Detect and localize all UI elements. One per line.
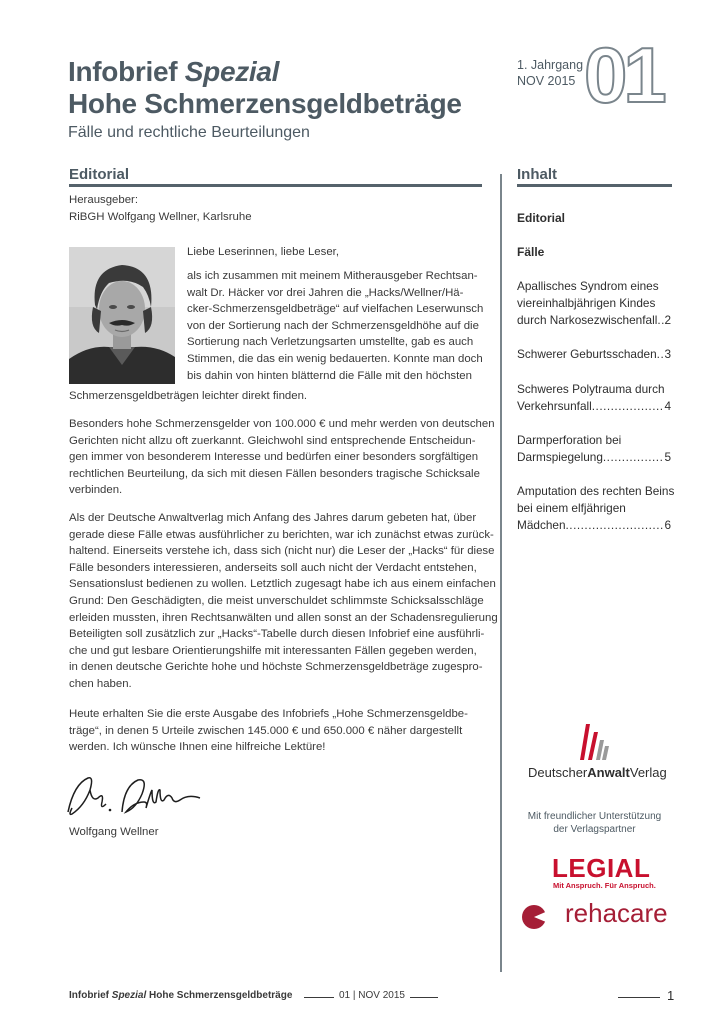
text-line: Gerichten nicht allzu oft zuerkannt. Gleichwohl sind entsprechende Entscheidun- — [69, 434, 476, 447]
toc-item-page: 5 — [664, 450, 671, 464]
support-note — [517, 810, 672, 836]
text-line: haltend. Einerseits verstehe ich, dass sich (nicht nur) die Leser der „Hacks“ für diese — [69, 545, 495, 558]
editorial-paragraph-2 — [69, 416, 495, 499]
leader-dots — [566, 517, 665, 534]
text-line: Besonders hohe Schmerzensgelder von 100.000 € und mehr werden von deutschen — [69, 418, 495, 430]
text-line: che und gut lesbare Orientierungshilfe mit interessanten Fällen gegeben werden, — [69, 644, 477, 657]
signature-name: Wolfgang Wellner — [69, 826, 159, 838]
footer-title-part: Spezial — [111, 990, 147, 1001]
toc-heading: Inhalt — [517, 166, 557, 183]
footer-title-part: Hohe Schmerzensgeldbeträge — [149, 990, 293, 1001]
text-line: werden. Ich wünsche Ihnen eine hilfreiche Lektüre! — [69, 741, 326, 754]
publisher-logo-mark — [574, 720, 614, 762]
text-line: Fälle besonders interessieren, anderseits soll auch nicht der Verdacht entstehen, — [69, 561, 477, 574]
publisher-name: RiBGH Wolfgang Wellner, Karlsruhe — [69, 211, 252, 223]
footer-rule-right — [410, 997, 438, 998]
editorial-paragraph-1-end — [69, 388, 482, 405]
text-line: verbinden. — [69, 484, 123, 497]
toc-item-text: Apallisches Syndrom eines — [517, 279, 659, 293]
toc-item-text: Schwerer Geburtsschaden — [517, 347, 657, 361]
toc-item-text: viereinhalbjährigen Kindes — [517, 296, 656, 310]
publisher-label: Herausgeber: — [69, 194, 139, 206]
toc-item[interactable] — [517, 483, 675, 534]
rehacare-logo-mark — [520, 904, 552, 930]
newsletter-subtitle: Fälle und rechtliche Beurteilungen — [68, 124, 310, 141]
toc-item-text: durch Narkosezwischenfall — [517, 313, 658, 327]
toc-item-page: 3 — [664, 347, 671, 361]
toc-item-text: Amputation des rechten Beins — [517, 484, 675, 498]
leader-dots — [657, 312, 664, 329]
text-line: cker-Schmerzensgeldbeträge“ auf vielfachen Leserwunsch — [187, 303, 484, 316]
text-line: Sortierung nach Verletzungsarten umstellte, gab es auch — [187, 336, 474, 349]
toc-item[interactable] — [517, 381, 671, 415]
publisher-logo-icon — [574, 720, 614, 762]
signature — [64, 772, 204, 822]
footer-title-part: Infobrief — [69, 990, 109, 1001]
footer-issue: 01 | NOV 2015 — [339, 990, 405, 1001]
editorial-paragraph-4 — [69, 706, 482, 756]
toc-item[interactable] — [517, 278, 671, 329]
toc-item-page: 4 — [664, 399, 671, 413]
newsletter-title-line2: Hohe Schmerzensgeldbeträge — [68, 88, 462, 119]
toc-cases-heading: Fälle — [517, 245, 545, 259]
text-line: Stimmen, die das ein wenig bedauerten. Konnte man doch — [187, 352, 483, 365]
text-line: in denen deutsche Gerichte hohe und höchste Schmerzensgeldbeträge zugespro- — [69, 661, 483, 674]
text-line: bis dahin von hinten blätternd die Fälle mit den höchsten — [187, 369, 472, 382]
text-line: von der Sortierung nach der Schmerzensgeldhöhe auf die — [187, 319, 479, 332]
support-line: der Verlagspartner — [553, 824, 636, 835]
text-line: gen immer von besonderem Interesse und bedürfen einer besonders sorgfältigen — [69, 451, 479, 464]
text-line: Als der Deutsche Anwaltverlag mich Anfang des Jahres darum gebeten hat, über — [69, 512, 477, 524]
logo-text-part: Verlag — [629, 765, 667, 780]
text-line: Grund: Den Geschädigten, die meist unverschuldet schlimmste Schicksalsschläge — [69, 594, 484, 607]
leader-dots — [603, 449, 665, 466]
logo-text-part: Deutscher — [528, 765, 588, 780]
toc-item[interactable] — [517, 346, 671, 363]
portrait-image — [69, 247, 175, 384]
toc-item-text: Darmperforation bei — [517, 433, 622, 447]
footer-rule-page — [618, 997, 660, 998]
logo-text-part: Anwalt — [587, 765, 630, 780]
text-line: Beteiligten soll zusätzlich zur „Hacks“-Tabelle durch diesen Infobrief eine ausführli- — [69, 628, 485, 641]
newsletter-title — [68, 56, 279, 88]
toc-item-text: Mädchen — [517, 518, 566, 532]
issue-date: NOV 2015 — [517, 74, 576, 88]
leader-dots — [592, 398, 665, 415]
title-prefix: Infobrief — [68, 56, 178, 87]
greeting: Liebe Leserinnen, liebe Leser, — [187, 246, 339, 258]
legial-slogan: Mit Anspruch. Für Anspruch. — [553, 881, 656, 890]
toc-item-text: Verkehrsunfall — [517, 399, 592, 413]
text-line: Schmerzensgeldbeträgen leichter direkt finden. — [69, 390, 308, 402]
text-line: gerade diese Fälle etwas ausführlicher zu berichten, war ich zunächst etwas zurück- — [69, 528, 494, 541]
text-line: erleiden mussten, ihren Rechtsanwälten und allen sonst an der Schadensregulierung — [69, 611, 498, 624]
title-italic: Spezial — [184, 56, 280, 87]
issue-year: 1. Jahrgang — [517, 58, 584, 72]
toc-item-page: 2 — [664, 313, 671, 327]
footer-title — [69, 990, 292, 1001]
rehacare-logo: rehacare — [565, 898, 668, 928]
leader-dots — [657, 346, 665, 363]
issue-number: 01 — [584, 31, 663, 119]
toc-editorial-link[interactable]: Editorial — [517, 211, 566, 225]
toc-item-text: Darmspiegelung — [517, 450, 603, 464]
text-line: träge“, in denen 5 Urteile zwischen 145.000 € und 650.000 € näher dargestellt — [69, 724, 463, 737]
author-photo — [69, 247, 175, 384]
text-line: walt Dr. Häcker vor drei Jahren die „Hacks/Wellner/Hä- — [187, 286, 464, 299]
page-number: 1 — [667, 988, 675, 1003]
text-line: chen haben. — [69, 677, 132, 690]
text-line: rechtlichen Beurteilung, da sich mit diesen Fällen besonders tragische Schicksale — [69, 467, 480, 480]
text-line: als ich zusammen mit meinem Mitherausgeber Rechtsan- — [187, 270, 478, 282]
rehacare-logo-icon — [520, 904, 552, 930]
signature-drawing — [64, 772, 204, 822]
publisher-logo-text — [528, 765, 667, 780]
editorial-paragraph-1 — [187, 268, 482, 384]
footer-rule-left — [304, 997, 334, 998]
toc-item[interactable] — [517, 432, 671, 466]
toc-item-text: bei einem elfjährigen — [517, 501, 626, 515]
editorial-paragraph-3 — [69, 510, 498, 693]
column-divider — [500, 174, 502, 972]
editorial-rule — [69, 184, 482, 187]
editorial-heading: Editorial — [69, 166, 130, 183]
text-line: Heute erhalten Sie die erste Ausgabe des Infobriefs „Hohe Schmerzensgeldbe- — [69, 708, 468, 720]
toc-item-page: 6 — [664, 518, 671, 532]
toc-item-text: Schweres Polytrauma durch — [517, 382, 665, 396]
text-line: Sensationslust bedienen zu wollen. Letztlich zugesagt habe ich aus einem einfachen — [69, 578, 496, 591]
support-line: Mit freundlicher Unterstützung — [527, 811, 662, 822]
legial-logo: LEGIAL — [552, 853, 651, 883]
toc-rule — [517, 184, 672, 187]
